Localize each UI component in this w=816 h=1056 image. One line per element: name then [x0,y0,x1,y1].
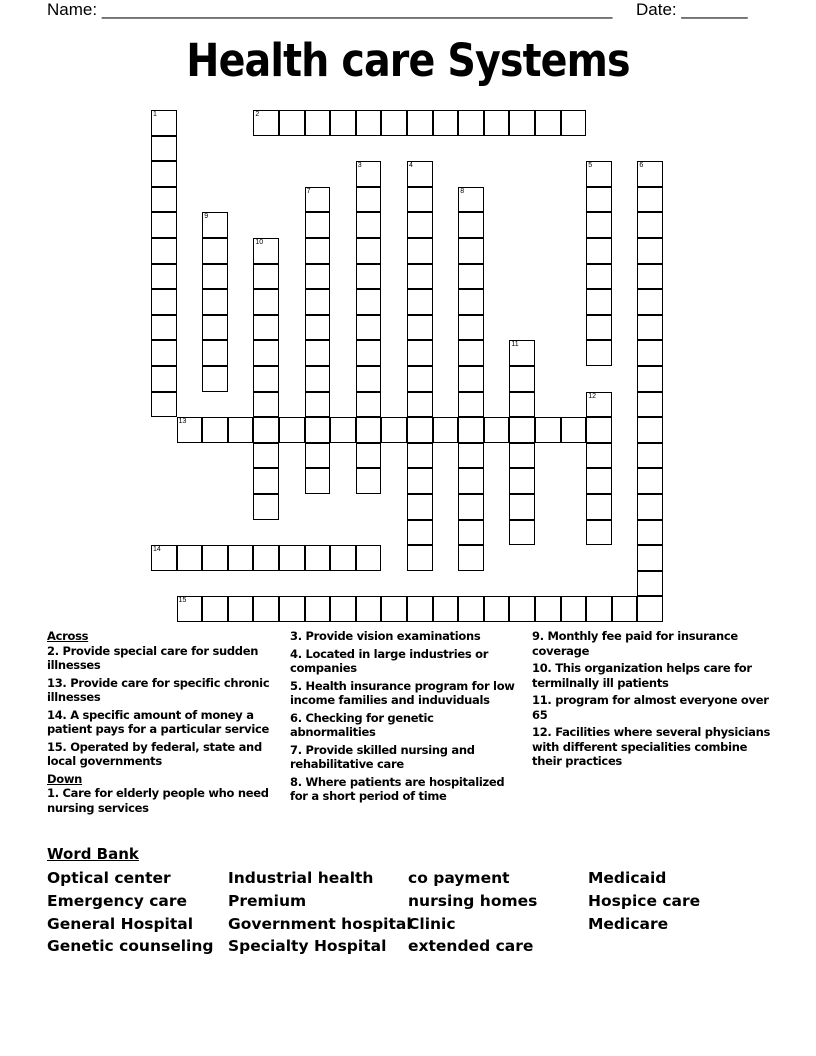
crossword-cell[interactable] [407,340,433,366]
clue-8-down [290,775,518,804]
crossword-cell[interactable] [586,264,612,290]
crossword-cell[interactable] [228,417,254,443]
crossword-cell[interactable] [433,110,459,136]
crossword-cell[interactable] [356,545,382,571]
crossword-cell[interactable] [407,212,433,238]
crossword-cell[interactable] [586,417,612,443]
clue-1-down [47,786,277,815]
clue-number: 7. [290,742,302,757]
crossword-cell[interactable] [458,545,484,571]
crossword-cell[interactable] [458,392,484,418]
across-clue-list [47,644,277,769]
name-line[interactable]: ______________________________________________________ [101,0,613,19]
crossword-cell[interactable] [586,520,612,546]
crossword-cell[interactable] [356,417,382,443]
crossword-cell[interactable] [202,264,228,290]
clue-11-down [532,693,772,722]
crossword-cell[interactable] [253,596,279,622]
crossword-cell[interactable] [458,468,484,494]
crossword-cell[interactable] [177,545,203,571]
crossword-cell[interactable] [177,417,203,443]
crossword-cell[interactable] [177,596,203,622]
clue-text: A specific amount of money a patient pays for a particular service [47,707,270,736]
crossword-cell[interactable] [356,212,382,238]
crossword-cell[interactable] [458,289,484,315]
crossword-cell[interactable] [151,545,177,571]
clue-text: program for almost everyone over 65 [532,693,769,722]
clues-column-1 [47,629,277,818]
date-line[interactable]: _______ [681,0,748,19]
clue-number: 11. [532,693,552,707]
crossword-cell[interactable] [202,340,228,366]
crossword-cell[interactable] [407,545,433,571]
word-bank-column-1 [47,867,214,958]
crossword-cell[interactable] [356,366,382,392]
crossword-cell[interactable] [637,468,663,494]
crossword-cell[interactable] [279,110,305,136]
crossword-cell[interactable] [458,264,484,290]
crossword-cell[interactable] [407,238,433,264]
crossword-cell[interactable] [637,443,663,469]
crossword-cell[interactable] [458,366,484,392]
crossword-cell[interactable] [637,187,663,213]
cell-number: 4 [409,162,413,170]
cell-number: 15 [178,597,187,605]
crossword-cell[interactable] [151,315,177,341]
word-bank-item: Government hospital [228,914,412,933]
crossword-cell[interactable] [407,392,433,418]
clue-text: Provide care for specific chronic illnesses [47,675,270,704]
crossword-cell[interactable] [305,187,331,213]
crossword-cell[interactable] [151,238,177,264]
cell-number: 1 [153,111,157,118]
crossword-cell[interactable] [509,417,535,443]
clue-text: Provide special care for sudden illnesses [47,643,259,672]
crossword-cell[interactable] [356,289,382,315]
crossword-cell[interactable] [586,443,612,469]
crossword-cell[interactable] [407,187,433,213]
word-bank-item: Medicare [588,914,669,933]
crossword-cell[interactable] [151,392,177,418]
crossword-cell[interactable] [586,468,612,494]
cell-number: 2 [255,111,260,118]
clue-text: Operated by federal, state and local governments [47,739,262,768]
crossword-cell[interactable] [586,392,612,418]
crossword-cell[interactable] [458,494,484,520]
crossword-cell[interactable] [484,596,510,622]
crossword-cell[interactable] [637,392,663,418]
crossword-cell[interactable] [151,187,177,213]
across-heading: Across [47,629,89,643]
crossword-cell[interactable] [407,443,433,469]
crossword-cell[interactable] [484,417,510,443]
cell-number: 6 [639,162,644,170]
crossword-cell[interactable] [407,494,433,520]
down-heading: Down [47,771,83,786]
crossword-cell[interactable] [381,417,407,443]
crossword-cell[interactable] [151,212,177,238]
crossword-cell[interactable] [356,596,382,622]
clue-4-down [290,647,518,676]
crossword-cell[interactable] [407,315,433,341]
clue-5-down [290,679,518,708]
crossword-cell[interactable] [305,264,331,290]
cell-number: 12 [588,392,596,400]
crossword-cell[interactable] [509,596,535,622]
word-bank-item: Genetic counseling [47,937,214,956]
crossword-cell[interactable] [305,468,331,494]
crossword-cell[interactable] [381,110,407,136]
date-label: Date: [636,0,677,19]
crossword-cell[interactable] [356,315,382,341]
word-bank-item: Hospice care [588,891,701,910]
crossword-cell[interactable] [305,366,331,392]
clue-number: 8. [290,774,302,789]
crossword-cell[interactable] [458,443,484,469]
clue-number: 12. [532,725,552,739]
crossword-cell[interactable] [637,340,663,366]
crossword-cell[interactable] [509,468,535,494]
crossword-cell[interactable] [458,212,484,238]
crossword-cell[interactable] [202,417,228,443]
word-bank-item: Optical center [47,869,171,887]
crossword-cell[interactable] [407,468,433,494]
crossword-cell[interactable] [637,494,663,520]
crossword-cell[interactable] [637,161,663,187]
crossword-cell[interactable] [202,315,228,341]
crossword-cell[interactable] [509,392,535,418]
clue-text: Where patients are hospitalized for a short period of time [290,774,505,803]
crossword-cell[interactable] [509,340,535,366]
page-title: Health care Systems [186,34,630,87]
crossword-cell[interactable] [253,110,279,136]
crossword-cell[interactable] [279,545,305,571]
crossword-cell[interactable] [253,417,279,443]
crossword-cell[interactable] [253,366,279,392]
crossword-cell[interactable] [151,136,177,162]
clue-14-across [47,708,277,737]
clue-9-down [532,629,772,658]
crossword-cell[interactable] [458,596,484,622]
crossword-cell[interactable] [356,468,382,494]
clue-number: 14. [47,707,67,722]
word-bank-item: nursing homes [408,891,538,910]
crossword-cell[interactable] [330,596,356,622]
crossword-cell[interactable] [356,238,382,264]
clue-text: Monthly fee paid for insurance coverage [532,629,738,658]
crossword-cell[interactable] [253,392,279,418]
crossword-cell[interactable] [305,315,331,341]
crossword-cell[interactable] [356,443,382,469]
cell-number: 3 [357,162,362,170]
word-bank-column-3 [408,867,537,958]
crossword-cell[interactable] [586,494,612,520]
crossword-cell[interactable] [202,596,228,622]
crossword-cell[interactable] [305,417,331,443]
word-bank-item: Medicaid [588,869,667,887]
crossword-cell[interactable] [407,264,433,290]
crossword-cell[interactable] [458,340,484,366]
clue-15-across [47,740,277,769]
crossword-cell[interactable] [458,238,484,264]
clue-number: 2. [47,643,59,658]
cell-number: 13 [178,418,187,426]
crossword-cell[interactable] [151,289,177,315]
crossword-cell[interactable] [637,289,663,315]
crossword-cell[interactable] [305,443,331,469]
crossword-cell[interactable] [509,494,535,520]
crossword-cell[interactable] [407,289,433,315]
word-bank-item: General Hospital [47,914,194,933]
crossword-cell[interactable] [330,110,356,136]
crossword-cell[interactable] [458,110,484,136]
crossword-cell[interactable] [637,417,663,443]
crossword-cell[interactable] [356,161,382,187]
crossword-cell[interactable] [151,340,177,366]
crossword-cell[interactable] [612,596,638,622]
crossword-cell[interactable] [253,264,279,290]
crossword-cell[interactable] [407,520,433,546]
clue-13-across [47,676,277,705]
word-bank-item: Clinic [408,914,456,933]
clue-10-down [532,661,772,690]
word-bank-column-4 [588,867,700,935]
crossword-cell[interactable] [637,238,663,264]
crossword-cell[interactable] [151,110,177,136]
crossword-cell[interactable] [305,545,331,571]
crossword-cell[interactable] [202,212,228,238]
crossword-cell[interactable] [202,238,228,264]
crossword-cell[interactable] [484,110,510,136]
word-bank-item: Industrial health [228,869,374,887]
name-label: Name: [47,0,98,19]
crossword-cell[interactable] [202,545,228,571]
crossword-cell[interactable] [356,392,382,418]
cell-number: 11 [511,341,519,349]
crossword-cell[interactable] [637,545,663,571]
crossword-cell[interactable] [458,520,484,546]
crossword-cell[interactable] [433,596,459,622]
clue-text: This organization helps care for termilnally ill patients [532,661,752,690]
crossword-cell[interactable] [305,212,331,238]
crossword-cell[interactable] [637,212,663,238]
crossword-cell[interactable] [586,212,612,238]
clue-text: Checking for genetic abnormalities [290,710,434,739]
crossword-cell[interactable] [407,366,433,392]
crossword-cell[interactable] [509,366,535,392]
clue-6-down [290,711,518,740]
crossword-cell[interactable] [228,596,254,622]
crossword-cell[interactable] [561,417,587,443]
cell-number: 10 [255,239,264,246]
crossword-cell[interactable] [561,110,587,136]
clue-number: 6. [290,710,302,725]
clue-text: Facilities where several physicians with different specialities combine their practices [532,725,771,768]
crossword-cell[interactable] [586,238,612,264]
word-bank-column-2 [228,867,412,958]
crossword-cell[interactable] [561,596,587,622]
clue-number: 4. [290,646,302,661]
word-bank-item: Premium [228,891,307,910]
crossword-cell[interactable] [253,443,279,469]
crossword-cell[interactable] [305,238,331,264]
crossword-cell[interactable] [637,520,663,546]
crossword-cell[interactable] [637,571,663,597]
clues-column-2 [290,629,518,807]
crossword-cell[interactable] [586,596,612,622]
crossword-cell[interactable] [202,366,228,392]
crossword-cell[interactable] [637,264,663,290]
crossword-cell[interactable] [253,238,279,264]
word-bank-item: Specialty Hospital [228,937,387,956]
crossword-cell[interactable] [202,289,228,315]
crossword-cell[interactable] [407,417,433,443]
crossword-cell[interactable] [356,340,382,366]
clue-number: 9. [532,629,544,643]
crossword-cell[interactable] [305,289,331,315]
crossword-cell[interactable] [253,468,279,494]
cell-number: 5 [588,162,593,170]
clue-12-down [532,725,772,769]
clue-text: Health insurance program for low income families and induviduals [290,678,515,707]
crossword-cell[interactable] [509,520,535,546]
crossword-cell[interactable] [356,187,382,213]
crossword-cell[interactable] [407,161,433,187]
crossword-cell[interactable] [458,187,484,213]
word-bank-item: Emergency care [47,891,188,910]
crossword-cell[interactable] [407,596,433,622]
clue-number: 1. [47,786,59,800]
crossword-cell[interactable] [305,392,331,418]
crossword-cell[interactable] [535,110,561,136]
clues-column-3 [532,629,772,772]
crossword-cell[interactable] [433,417,459,443]
crossword-cell[interactable] [330,545,356,571]
clue-number: 5. [290,678,302,693]
crossword-cell[interactable] [305,110,331,136]
crossword-cell[interactable] [151,161,177,187]
clue-text: Care for elderly people who need nursing services [47,786,269,815]
crossword-cell[interactable] [330,417,356,443]
crossword-cell[interactable] [509,443,535,469]
clue-number: 3. [290,629,302,643]
clue-3-down [290,629,518,644]
crossword-cell[interactable] [586,161,612,187]
crossword-cell[interactable] [253,289,279,315]
clue-7-down [290,743,518,772]
clue-text: Located in large industries or companies [290,646,489,675]
crossword-cell[interactable] [381,596,407,622]
clue-text: Provide vision examinations [305,629,481,643]
crossword-cell[interactable] [356,110,382,136]
crossword-cell[interactable] [458,417,484,443]
crossword-cell[interactable] [637,315,663,341]
crossword-cell[interactable] [407,110,433,136]
crossword-cell[interactable] [279,417,305,443]
crossword-cell[interactable] [279,596,305,622]
crossword-cell[interactable] [253,340,279,366]
crossword-cell[interactable] [586,289,612,315]
clue-number: 15. [47,739,67,754]
crossword-cell[interactable] [586,340,612,366]
crossword-cell[interactable] [637,596,663,622]
crossword-cell[interactable] [535,596,561,622]
crossword-cell[interactable] [586,315,612,341]
clue-2-across [47,644,277,673]
cell-number: 8 [460,187,465,195]
crossword-cell[interactable] [586,187,612,213]
crossword-cell[interactable] [253,494,279,520]
crossword-cell[interactable] [305,340,331,366]
word-bank-item: extended care [408,937,534,956]
crossword-cell[interactable] [253,545,279,571]
cell-number: 14 [153,546,161,554]
cell-number: 9 [204,213,209,221]
crossword-cell[interactable] [228,545,254,571]
clue-number: 13. [47,675,67,690]
word-bank-item: co payment [408,869,510,887]
crossword-cell[interactable] [509,110,535,136]
crossword-cell[interactable] [356,264,382,290]
crossword-cell[interactable] [151,366,177,392]
crossword-cell[interactable] [458,315,484,341]
crossword-cell[interactable] [637,366,663,392]
cell-number: 7 [306,187,311,195]
crossword-cell[interactable] [535,417,561,443]
word-bank-title: Word Bank [47,845,139,863]
crossword-cell[interactable] [253,315,279,341]
crossword-cell[interactable] [305,596,331,622]
crossword-cell[interactable] [151,264,177,290]
clue-text: Provide skilled nursing and rehabilitative care [290,742,475,771]
clue-number: 10. [532,661,552,675]
